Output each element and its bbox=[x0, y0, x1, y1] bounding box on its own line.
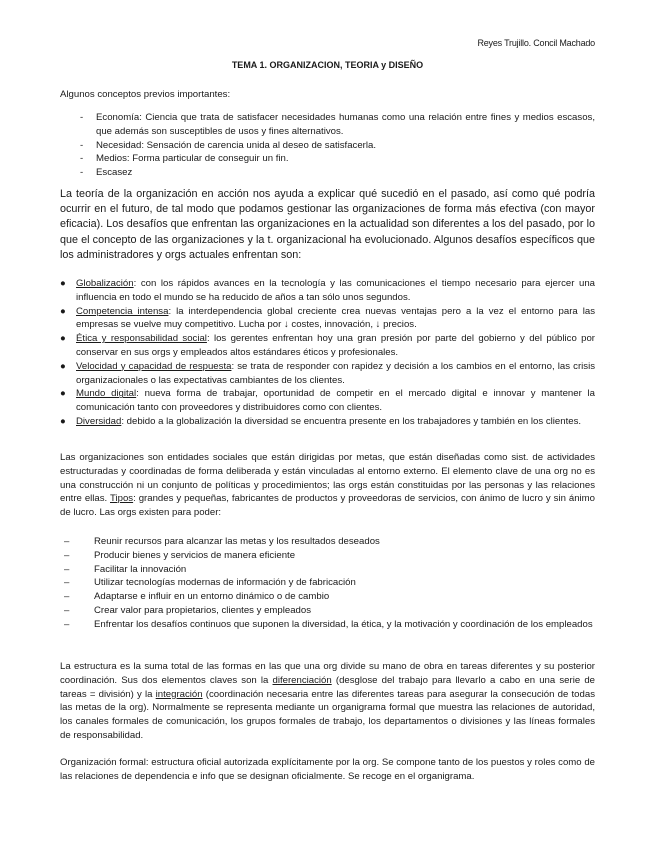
intro-section bbox=[60, 88, 595, 102]
concepts-section bbox=[60, 111, 595, 180]
theory-paragraph: La teoría de la organización en acción nos ayuda a explicar qué sucedió en el pasado, así como qué podría ocurrir en el futuro, de tal modo que podamos gestionar las organizaciones de forma más efectiva (con mayor eficacia). Los desafíos que enfrentan las organizaciones en la actualidad son diferentes a los del pasado, por lo que el concepto de las organizaciones y la t. organizacional ha evolucionado. Algunos desafíos específicos que los administradores y orgs actuales enfrentan son: bbox=[60, 188, 595, 261]
theory-section bbox=[60, 187, 595, 263]
structure-paragraph: La estructura es la suma total de las formas en las que una org divide su mano de obra en tareas diferentes y su posterior coordinación. Sus dos elementos claves son la diferenciación (desglose del trabajo para llevarlo a cabo en una serie de tareas = división) y la integración (coordinación necesaria entre las diferentes tareas para asegurar la consecución de todas las metas de la org). Normalmente se representa mediante un organigrama formal que muestra las relaciones de autoridad, los canales formales de comunicación, los grupos formales de trabajo, los departamentos o divisiones y las líneas formales de responsabilidad. bbox=[60, 661, 595, 741]
list-item: - Medios: Forma particular de conseguir un fin. bbox=[80, 153, 289, 165]
concepts-list bbox=[60, 111, 595, 180]
list-item: ● Diversidad: debido a la globalización la diversidad se encuentra presente en los trabajadores y también en los clientes. bbox=[60, 415, 582, 427]
list-item: – Utilizar tecnologías modernas de información y de fabricación bbox=[64, 577, 356, 589]
intro-text: Algunos conceptos previos importantes: bbox=[60, 89, 231, 100]
list-item: ● Velocidad y capacidad de respuesta: se trata de responder con rapidez y decisión a los cambios en el entorno, las crisis organizacionales o las expectativas cambiantes de los clientes. bbox=[60, 360, 595, 386]
page-header-author: Reyes Trujillo. Concil Machado bbox=[477, 38, 595, 48]
list-item: – Reunir recursos para alcanzar las metas y los resultados deseados bbox=[64, 536, 380, 547]
list-item: ● Mundo digital: nueva forma de trabajar, oportunidad de competir en el mercado digital e innovar y mantener la comunicación tanto con proveedores y distribuidores como con clientes. bbox=[60, 388, 595, 414]
list-item: - Economía: Ciencia que trata de satisfacer necesidades humanas como una relación entre fines y medios escasos, que además son susceptibles de usos y fines alternativos. bbox=[80, 112, 595, 137]
document-title: TEMA 1. ORGANIZACION, TEORIA y DISEÑO bbox=[231, 60, 424, 70]
list-item: - Escasez bbox=[80, 167, 133, 179]
list-item: ● Competencia intensa: la interdependencia global creciente crea nuevas ventajas pero a la vez el entorno para las empresas se vuelve muy competitivo. Lucha por ↓ costes, innovación, ↓ precios. bbox=[60, 305, 595, 331]
formal-org-paragraph: Organización formal: estructura oficial autorizada explícitamente por la org. Se compone tanto de los puestos y roles como de las relaciones de dependencia e info que se designan oficialmente. Se recoge en el organigrama. bbox=[60, 757, 595, 782]
organizations-section bbox=[60, 451, 595, 520]
challenges-list bbox=[60, 277, 595, 429]
purposes-list bbox=[60, 535, 595, 632]
formal-org-section bbox=[60, 756, 595, 784]
purposes-section bbox=[60, 535, 595, 632]
list-item: – Enfrentar los desafíos continuos que suponen la diversidad, la ética, y la motivación y coordinación de los empleados bbox=[64, 618, 593, 630]
list-item: – Producir bienes y servicios de manera eficiente bbox=[64, 549, 296, 561]
list-item: ● Ética y responsabilidad social: los gerentes enfrentan hoy una gran presión por parte del gobierno y del público por conservar en sus orgs y empleados altos estándares éticos y profesionales. bbox=[60, 333, 595, 358]
list-item: – Crear valor para propietarios, clientes y empleados bbox=[64, 604, 312, 616]
organizations-paragraph: Las organizaciones son entidades sociales que están dirigidas por metas, que están diseñadas como sist. de actividades estructuradas y coordinadas de forma deliberada y están vinculadas al entorno externo. El elemento clave de una org no es una construcción ni un conjunto de políticas y procedimientos; las orgs están constituidas por las personas y las relaciones entre ellas. Tipos: grandes y pequeñas, fabricantes de productos y proveedoras de servicios, con ánimo de lucro y sin ánimo de lucro. Las orgs existen para poder: bbox=[60, 452, 595, 519]
list-item: ● Globalización: con los rápidos avances en la tecnología y las comunicaciones el tiempo necesario para ejercer una influencia en todo el mundo se ha reducido de años a tan sólo unos segundos. bbox=[60, 278, 595, 303]
structure-section bbox=[60, 660, 595, 743]
list-item: - Necesidad: Sensación de carencia unida al deseo de satisfacerla. bbox=[80, 139, 376, 151]
list-item: – Facilitar la innovación bbox=[64, 563, 187, 575]
challenges-section bbox=[60, 277, 595, 429]
list-item: – Adaptarse e influir en un entorno dinámico o de cambio bbox=[64, 591, 330, 603]
